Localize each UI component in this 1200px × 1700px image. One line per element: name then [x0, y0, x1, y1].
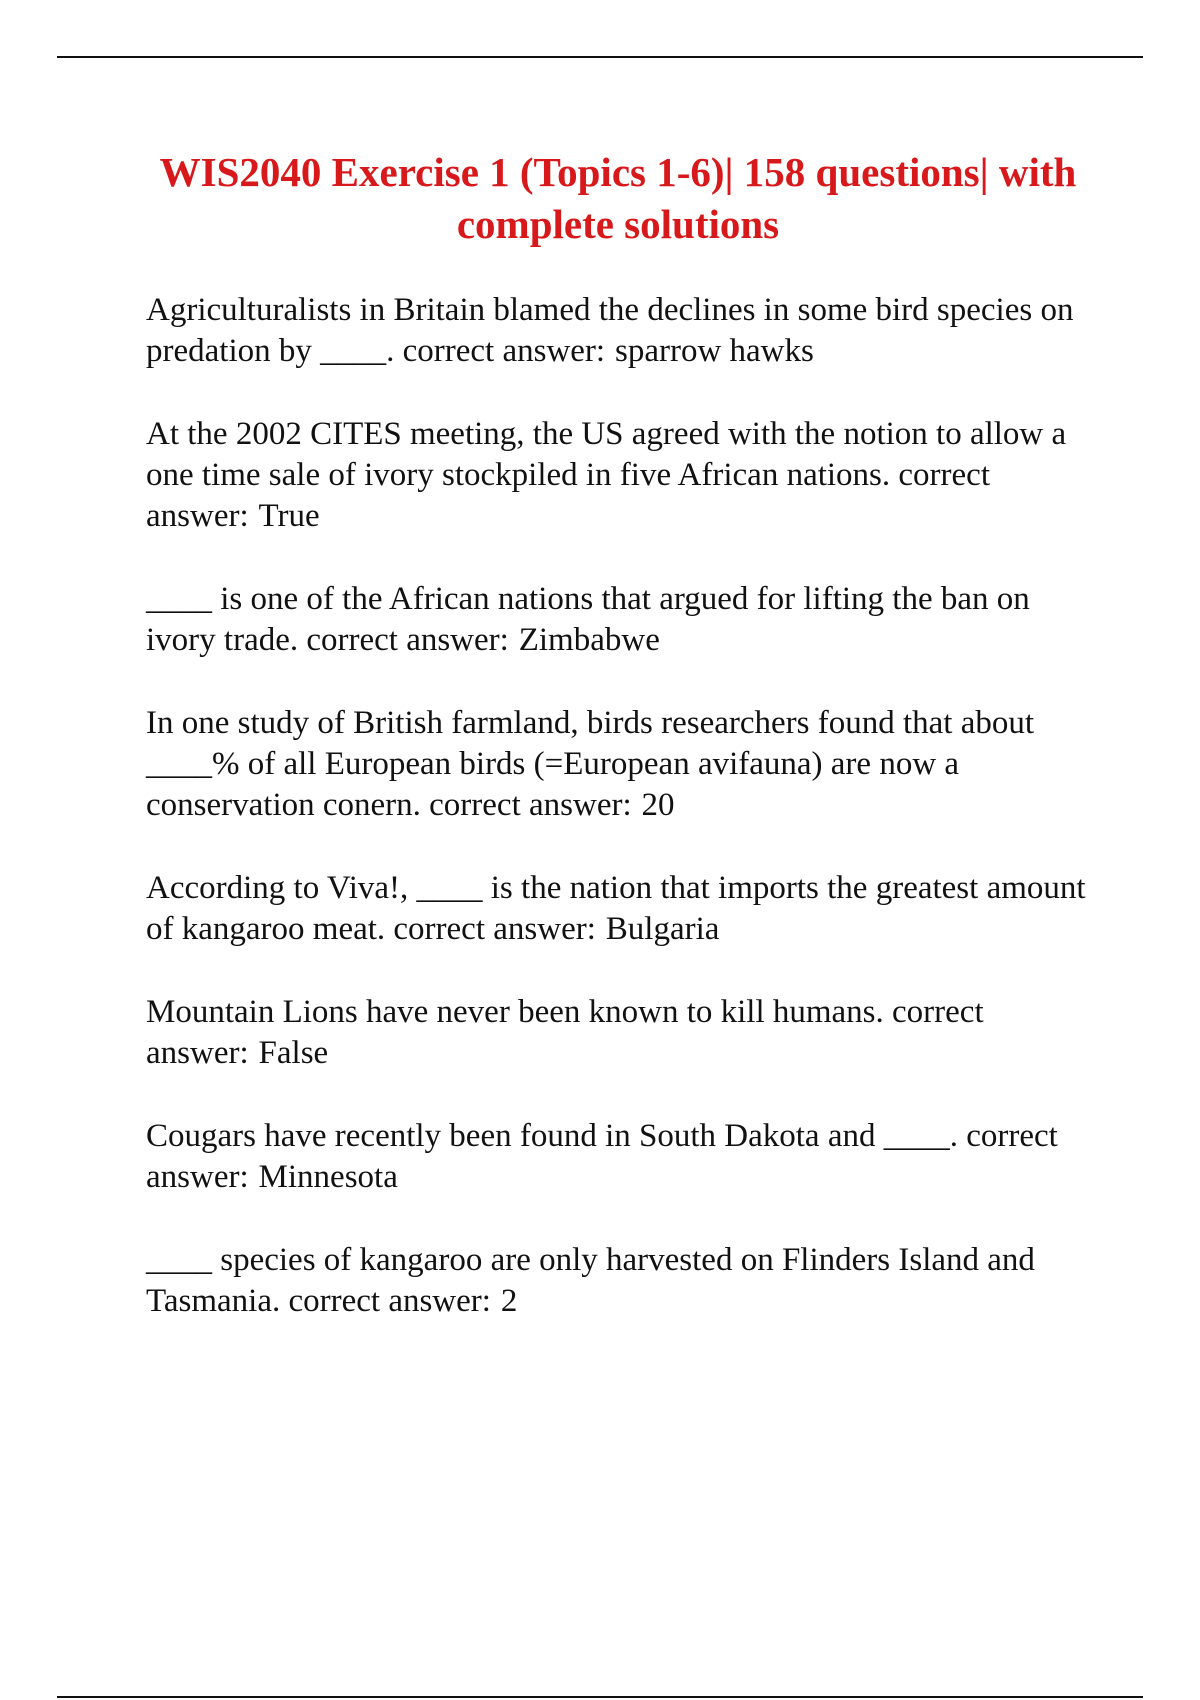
answer-text: True	[258, 498, 320, 534]
question-text: Cougars have recently been found in South Dakota and ____.	[146, 1118, 958, 1154]
question-text: In one study of British farmland, birds researchers found that about ____% of all European birds (=European avifauna) are now a conservation conern.	[146, 705, 1035, 823]
answer-text: Minnesota	[258, 1159, 398, 1195]
page-title: WIS2040 Exercise 1 (Topics 1-6)| 158 questions| with complete solutions	[159, 149, 1077, 247]
question-text: At the 2002 CITES meeting, the US agreed with the notion to allow a one time sale of ivory stockpiled in five African nations.	[146, 416, 1067, 493]
answer-text: sparrow hawks	[614, 333, 814, 369]
answer-text: Bulgaria	[605, 911, 720, 947]
answer-text: 20	[641, 787, 675, 823]
question-text: ____ is one of the African nations that argued for lifting the ban on ivory trade.	[146, 581, 1030, 658]
answer-label: correct answer:	[146, 1118, 1058, 1195]
answer-label: correct answer:	[393, 911, 596, 947]
qa-item	[146, 703, 1106, 826]
question-text: According to Viva!, ____ is the nation that imports the greatest amount of kangaroo meat.	[146, 870, 1086, 947]
answer-label: correct answer:	[146, 994, 984, 1071]
qa-item	[146, 868, 1106, 950]
answer-label: correct answer:	[402, 333, 606, 369]
qa-item	[146, 992, 1106, 1074]
answer-label: correct answer:	[306, 622, 509, 658]
answer-label: correct answer:	[288, 1283, 491, 1319]
question-text: Agriculturalists in Britain blamed the declines in some bird species on predation by ____.	[146, 292, 1074, 369]
qa-item	[146, 579, 1106, 661]
answer-label: correct answer:	[146, 457, 990, 534]
qa-item	[146, 290, 1106, 372]
qa-item	[146, 1116, 1106, 1198]
qa-item	[146, 414, 1106, 537]
question-list	[146, 290, 1106, 1364]
question-text: ____ species of kangaroo are only harvested on Flinders Island and Tasmania.	[146, 1242, 1035, 1319]
question-text: Mountain Lions have never been known to kill humans.	[146, 994, 884, 1030]
footer-rule	[57, 1696, 1143, 1698]
answer-text: False	[258, 1035, 329, 1071]
answer-text: 2	[500, 1283, 518, 1319]
answer-text: Zimbabwe	[518, 622, 660, 658]
header-rule	[57, 56, 1143, 58]
qa-item	[146, 1240, 1106, 1322]
answer-label: correct answer:	[429, 787, 632, 823]
